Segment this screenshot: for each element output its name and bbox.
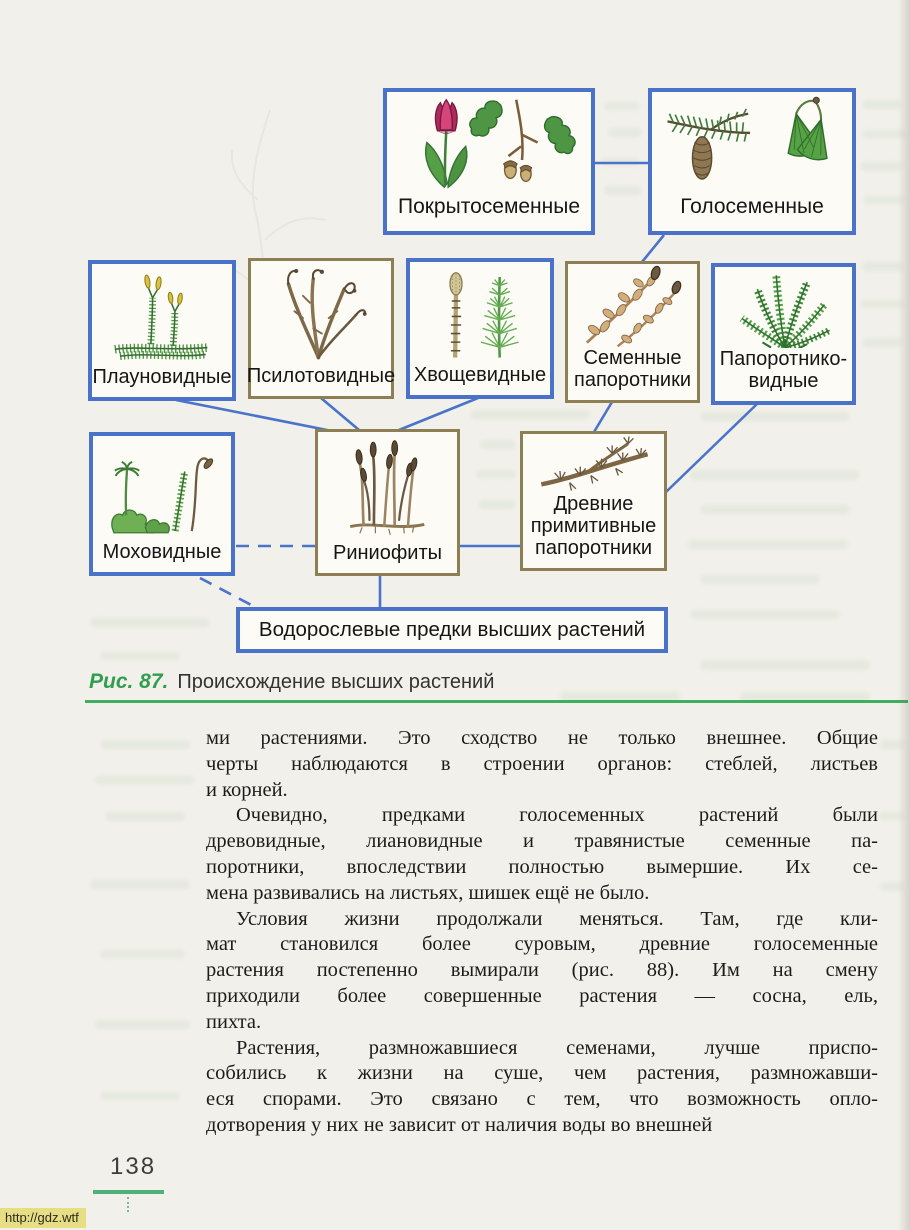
bleedthrough-smudge: [100, 740, 190, 749]
node-label-mosses: Моховидные: [102, 541, 222, 563]
diagram-node-seed-ferns: [565, 261, 700, 403]
article-text: [206, 726, 878, 1139]
bleedthrough-smudge: [90, 880, 190, 889]
clubmoss-illustration: [95, 267, 229, 363]
diagram-node-algal-ancestors: [236, 607, 668, 653]
page-number-dotted-tick: [127, 1197, 129, 1212]
bleedthrough-smudge: [880, 882, 904, 891]
spruce-and-ginkgo-illustration: [656, 92, 848, 194]
body-text-line: пихта.: [206, 1010, 262, 1033]
body-text-line: ми растениями. Это сходство не только внешнее. Общие: [206, 727, 878, 749]
body-text-line: Растения, размножавшиеся семенами, лучше приспо-: [236, 1036, 878, 1059]
ancient-ferns-illustration-wrap: [523, 434, 664, 493]
page-number-rule: [93, 1190, 164, 1194]
node-label-horsetails: Хвощевидные: [413, 364, 547, 386]
body-text-line: черты наблюдаются в строении органов: стеблей, листьев: [206, 752, 878, 775]
diagram-node-lycopods: [88, 260, 236, 401]
diagram-node-rhyniophytes: [315, 429, 460, 576]
fern-illustration: [719, 267, 849, 348]
body-text-line: древовидные, лиановидные и травянистые семенные па-: [206, 830, 878, 853]
bleedthrough-smudge: [95, 1020, 190, 1029]
body-text-line: мена развивались на листьях, шишек ещё не было.: [206, 881, 650, 904]
tulip-and-oak-illustration: [391, 92, 587, 194]
lycopods-illustration-wrap: [92, 264, 232, 366]
rhyniophytes-illustration-wrap: [318, 432, 457, 542]
body-text-line: растения постепенно вымирали (рис. 88). Им на смену: [206, 959, 878, 982]
bleedthrough-smudge: [95, 776, 195, 784]
node-label-ferns: Папоротнико-видные: [719, 348, 848, 392]
node-label-algal-ancestors: Водорослевые предки высших растений: [258, 617, 646, 641]
node-label-psilotophytes: Псилотовидные: [246, 365, 396, 387]
horsetails-illustration-wrap: [410, 262, 550, 364]
body-text-line: и корней.: [206, 778, 288, 801]
diagram-node-horsetails: [406, 258, 554, 399]
bleedthrough-smudge: [100, 950, 185, 958]
seed-fern-illustration: [572, 264, 694, 347]
moss-and-liverwort-illustration: [96, 440, 228, 538]
caption-green-rule: [85, 700, 908, 703]
node-label-rhyniophytes: Риниофиты: [332, 542, 442, 564]
figure-caption: [89, 670, 494, 694]
watermark-url: http://gdz.wtf: [0, 1208, 86, 1228]
bleedthrough-smudge: [878, 812, 904, 820]
body-text-line: еся спорами. Это связано с тем, что возможность опло-: [206, 1088, 878, 1111]
psilophyte-illustration: [256, 265, 386, 361]
diagram-node-ferns: [711, 263, 856, 405]
mosses-illustration-wrap: [93, 436, 231, 541]
node-label-gymnosperms: Голосеменные: [680, 194, 824, 218]
figure-caption-number: Рис. 87.: [89, 670, 169, 693]
body-text-line: Очевидно, предками голосеменных растений были: [236, 804, 878, 827]
seed-ferns-illustration-wrap: [568, 264, 697, 347]
rhyniophyte-illustration: [323, 437, 453, 537]
body-text-line: Условия жизни продолжали меняться. Там, где кли-: [236, 907, 878, 930]
bleedthrough-smudge: [880, 740, 904, 749]
horsetail-illustration: [413, 265, 547, 361]
diagram-node-psilotophytes: [248, 258, 394, 399]
body-text-line: мат становился более суровым, древние голосеменные: [206, 933, 878, 956]
ancient-primitive-fern-illustration: [527, 434, 661, 493]
diagram-node-gymnosperms: [648, 88, 856, 235]
node-label-seed-ferns: Семенные папоротники: [573, 347, 691, 391]
bleedthrough-smudge: [100, 1092, 180, 1100]
bleedthrough-smudge: [105, 812, 185, 821]
psilotophytes-illustration-wrap: [251, 261, 391, 365]
body-text-line: поротники, впоследствии полностью вымершие. Их се-: [206, 855, 878, 878]
node-label-ancient-ferns: Древние примитивные папоротники: [530, 493, 657, 559]
diagram-node-ancient-ferns: [520, 431, 667, 571]
node-label-lycopods: Плауновидные: [92, 366, 232, 388]
diagram-node-mosses: [89, 432, 235, 576]
body-text-line: приходили более совершенные растения — сосна, ель,: [206, 984, 878, 1007]
angiosperms-illustration-wrap: [387, 92, 591, 195]
body-text-line: дотворения у них не зависит от наличия воды во внешней: [206, 1113, 713, 1136]
ferns-illustration-wrap: [715, 267, 852, 348]
node-label-angiosperms: Покрытосеменные: [397, 194, 581, 218]
body-text-line: собились к жизни на суше, чем растения, размножавши-: [206, 1062, 878, 1085]
diagram-node-angiosperms: [383, 88, 595, 235]
gymnosperms-illustration-wrap: [652, 92, 852, 195]
page-number: 138: [110, 1153, 157, 1180]
figure-caption-text: Происхождение высших растений: [177, 671, 495, 693]
